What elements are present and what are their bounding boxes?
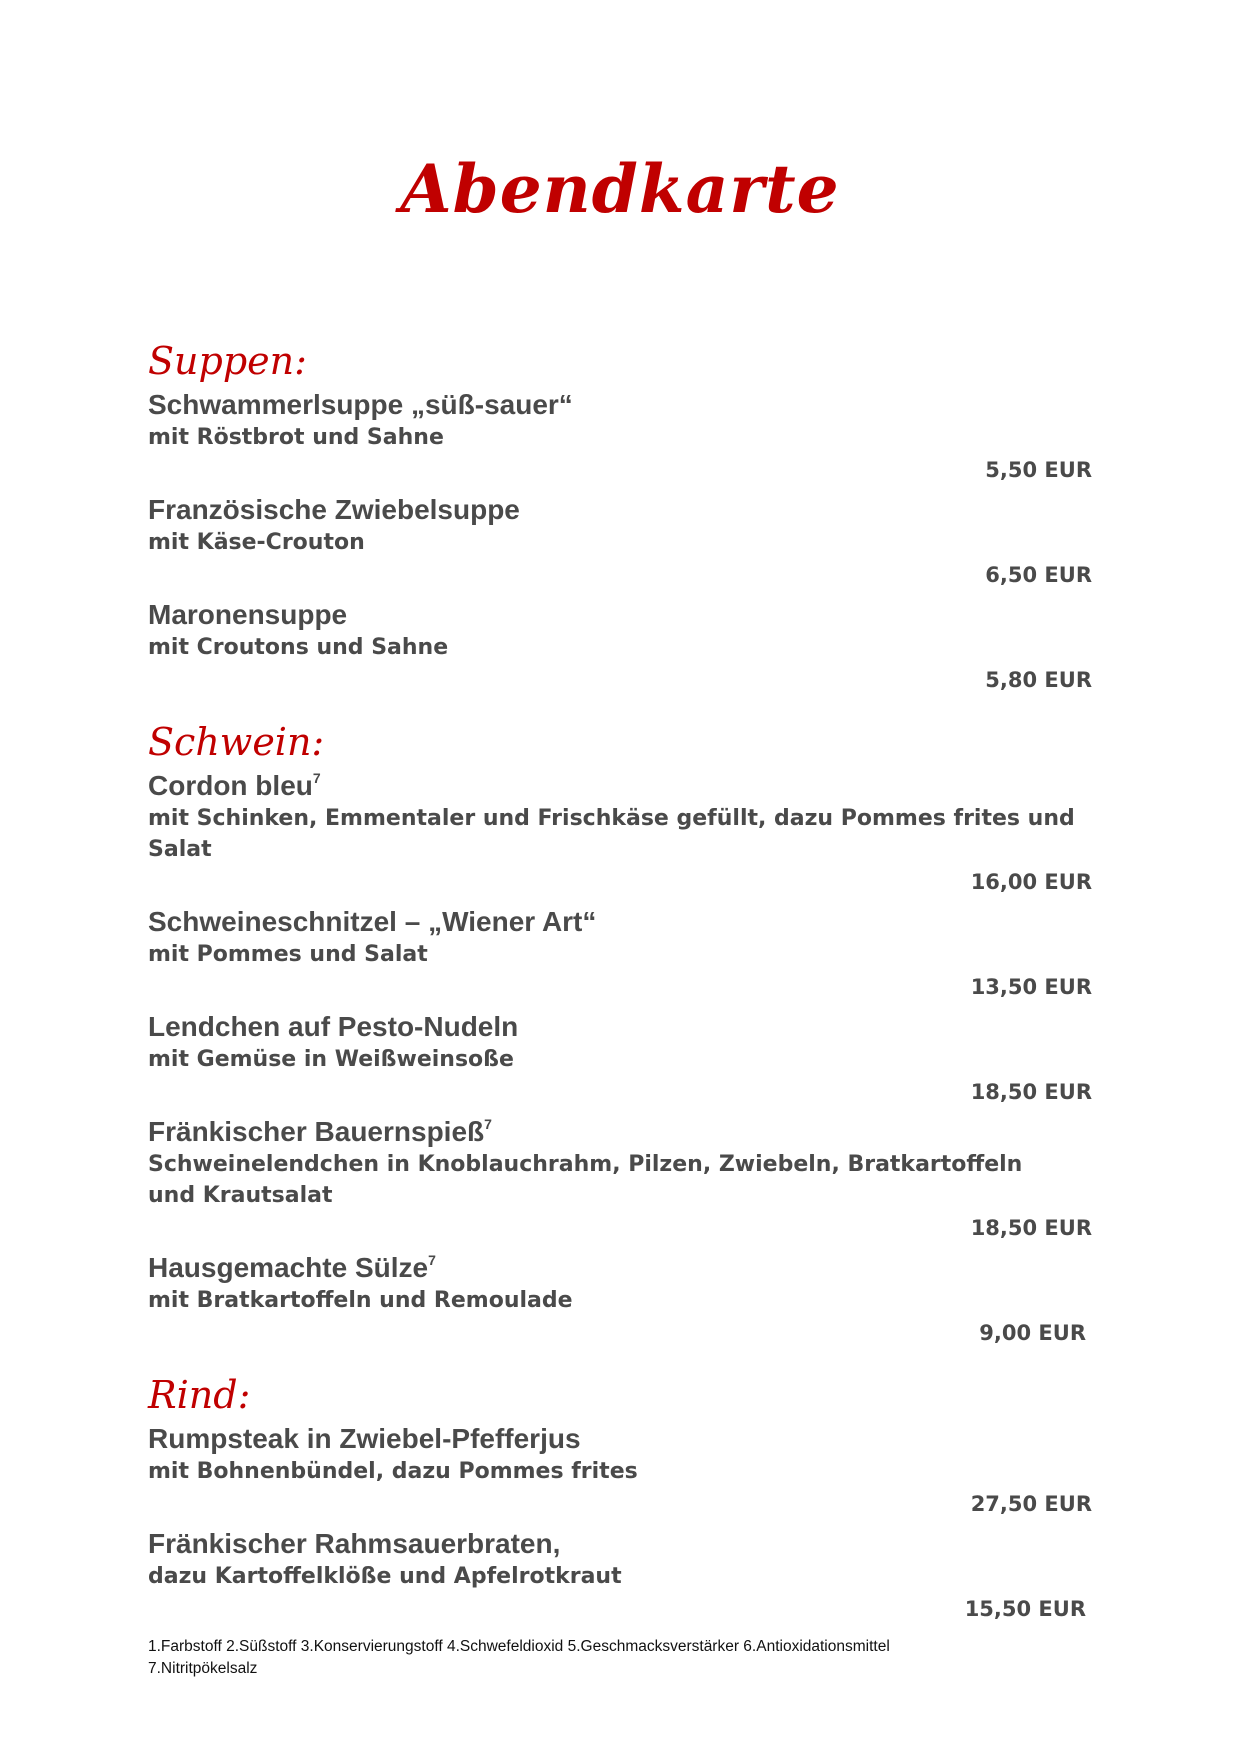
section-suppen: [148, 339, 1098, 697]
section-heading: Suppen:: [148, 339, 307, 383]
item-description: Schweinelendchen in Knoblauchrahm, Pilzen, Zwiebeln, Bratkartoffeln und Krautsalat: [148, 1152, 1023, 1208]
item-price: 6,50 EUR: [985, 563, 1092, 587]
section-heading: Rind:: [148, 1373, 251, 1417]
item-name: Französische Zwiebelsuppe: [148, 494, 520, 525]
allergen-footnote-ref: 7: [428, 1252, 436, 1268]
item-description: mit Röstbrot und Sahne: [148, 425, 444, 450]
menu-item: [148, 598, 1098, 697]
item-price: 18,50 EUR: [970, 1080, 1092, 1104]
menu-item: [148, 1527, 1098, 1626]
section-schwein: [148, 720, 1098, 1350]
item-name: Schweineschnitzel – „Wiener Art“: [148, 906, 597, 937]
allergen-footnote: [148, 1636, 1098, 1680]
menu-item: [148, 1115, 1098, 1245]
allergen-footnote-ref: 7: [312, 770, 321, 786]
item-description: mit Croutons und Sahne: [148, 635, 449, 660]
allergen-footnote-ref: 7: [484, 1116, 492, 1132]
menu-item: [148, 1010, 1098, 1109]
section-heading: Schwein:: [148, 720, 325, 764]
item-description: mit Schinken, Emmentaler und Frischkäse gefüllt, dazu Pommes frites und Salat: [148, 806, 1075, 862]
item-name: Fränkischer Bauernspieß$^7$: [148, 1116, 492, 1147]
menu-content: [148, 339, 1098, 1626]
item-price: 5,50 EUR: [985, 458, 1092, 482]
footnote-line: 1.Farbstoff 2.Süßstoff 3.Konservierungstoff 4.Schwefeldioxid 5.Geschmacksverstärker 6.Antioxidationsmittel: [148, 1638, 890, 1655]
menu-item: [148, 1422, 1098, 1521]
menu-item: [148, 769, 1098, 899]
item-description: mit Pommes und Salat: [148, 942, 428, 967]
menu-item: [148, 388, 1098, 487]
item-description: mit Bratkartoffeln und Remoulade: [148, 1288, 573, 1313]
item-price: 9,00 EUR: [979, 1321, 1086, 1345]
footnote-line: 7.Nitritpökelsalz: [148, 1660, 258, 1677]
item-name: Hausgemachte Sülze$^7$: [148, 1252, 436, 1283]
item-price: 18,50 EUR: [970, 1216, 1092, 1240]
item-price: 27,50 EUR: [970, 1492, 1092, 1516]
menu-item: [148, 1251, 1098, 1350]
item-name: Rumpsteak in Zwiebel-Pfefferjus: [148, 1423, 581, 1454]
item-price: 15,50 EUR: [964, 1597, 1086, 1621]
item-name: Fränkischer Rahmsauerbraten,: [148, 1528, 561, 1559]
item-name: Lendchen auf Pesto-Nudeln: [148, 1011, 519, 1042]
section-rind: [148, 1373, 1098, 1626]
item-description: dazu Kartoffelklöße und Apfelrotkraut: [148, 1564, 622, 1589]
item-name: Maronensuppe: [148, 599, 348, 630]
item-description: mit Bohnenbündel, dazu Pommes frites: [148, 1459, 638, 1484]
menu-item: [148, 905, 1098, 1004]
item-price: 16,00 EUR: [970, 870, 1092, 894]
menu-item: [148, 493, 1098, 592]
item-name: Cordon bleu$^7$: [148, 770, 321, 801]
item-description: mit Käse-Crouton: [148, 530, 365, 555]
item-name: Schwammerlsuppe „süß-sauer“: [148, 389, 573, 420]
item-price: 5,80 EUR: [985, 668, 1092, 692]
item-price: 13,50 EUR: [970, 975, 1092, 999]
page-title: Abendkarte: [400, 150, 840, 228]
item-description: mit Gemüse in Weißweinsoße: [148, 1047, 514, 1072]
